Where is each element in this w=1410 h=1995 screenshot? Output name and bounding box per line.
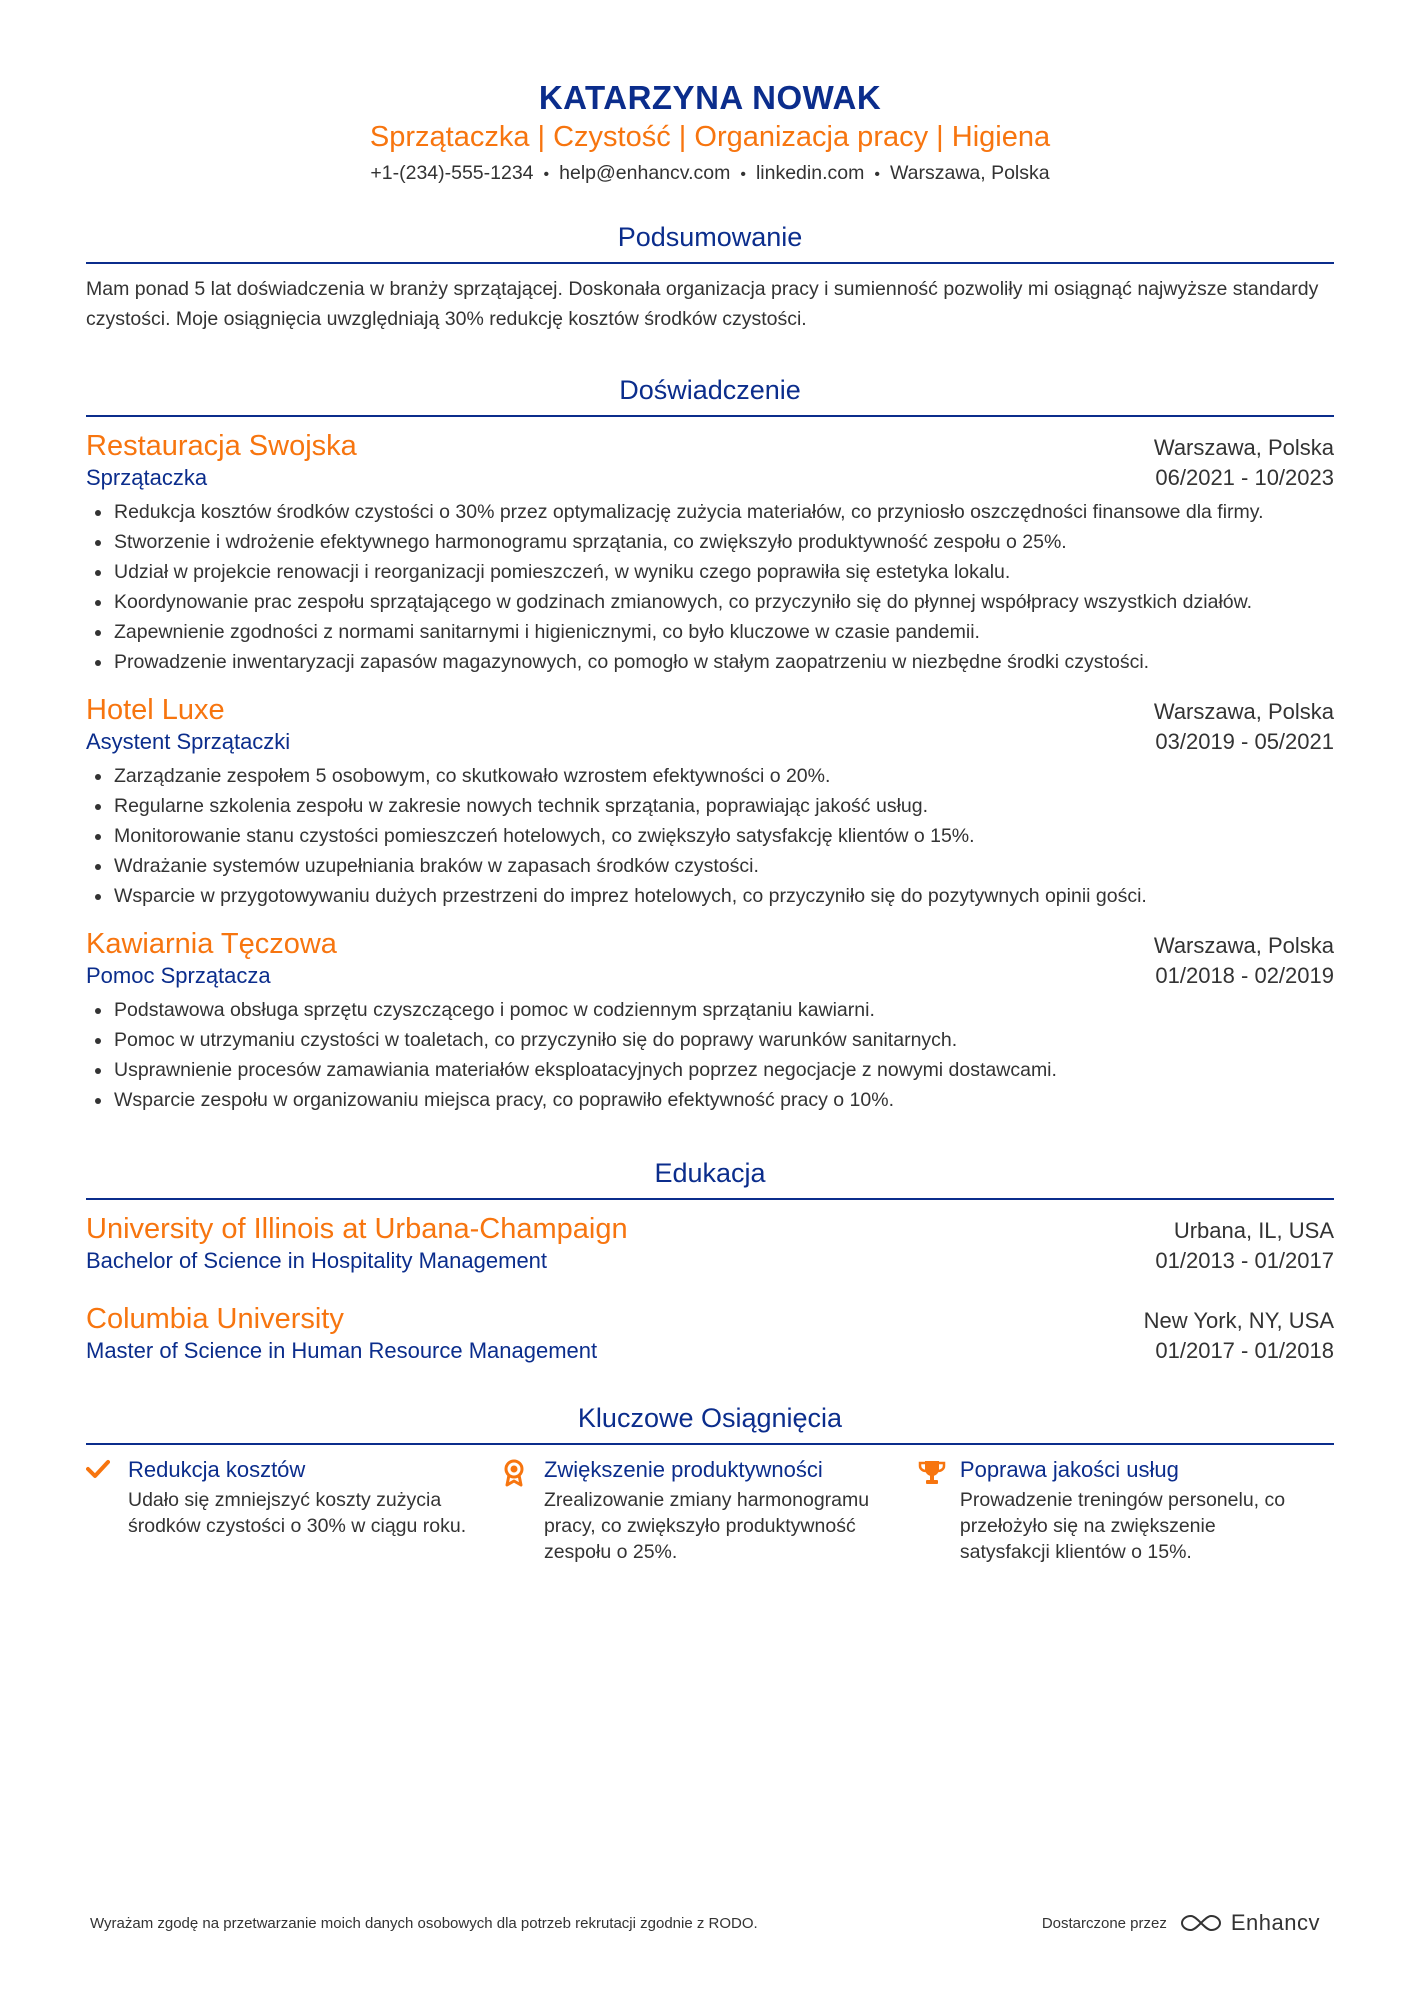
medal-icon xyxy=(502,1455,544,1565)
powered-by-label: Dostarczone przez xyxy=(1041,1914,1167,1932)
experience-entry xyxy=(86,925,1334,1115)
section-title: Edukacja xyxy=(86,1155,1334,1200)
list-item: Redukcja kosztów środków czystości o 30% przez optymalizację zużycia materiałów, co przyniosło oszczędności finansowe dla firmy. xyxy=(86,497,1334,527)
section-title: Kluczowe Osiągnięcia xyxy=(86,1400,1334,1445)
list-item: Regularne szkolenia zespołu w zakresie nowych technik sprzątania, poprawiając jakość usług. xyxy=(86,791,1334,821)
achievement-title: Poprawa jakości usług xyxy=(959,1457,1179,1482)
trophy-icon xyxy=(918,1455,960,1565)
linkedin: linkedin.com xyxy=(755,162,865,184)
summary-text: Mam ponad 5 lat doświadczenia w branży sprzątającej. Doskonała organizacja pracy i sumienność pozwoliły mi osiągnąć najwyższe standardy czystości. Moje osiągnięcia uwzględniają 30% redukcję kosztów środków czystości. xyxy=(86,278,1319,330)
list-item: Stworzenie i wdrożenie efektywnego harmonogramu sprzątania, co zwiększyło produktywność zespołu o 25%. xyxy=(86,527,1334,557)
school-location: Urbana, IL, USA xyxy=(1173,1218,1334,1243)
job-location: Warszawa, Polska xyxy=(1153,933,1334,958)
job-dates: 06/2021 - 10/2023 xyxy=(1155,465,1334,490)
list-item: Zarządzanie zespołem 5 osobowym, co skutkowało wzrostem efektywności o 20%. xyxy=(86,761,1334,791)
achievement-title: Zwiększenie produktywności xyxy=(543,1457,823,1482)
powered-by xyxy=(1042,1910,1320,1936)
section-title: Podsumowanie xyxy=(86,219,1334,264)
location: Warszawa, Polska xyxy=(889,162,1050,184)
achievements-grid xyxy=(86,1455,1334,1565)
experience-entry xyxy=(86,427,1334,677)
job-title: Sprzątaczka xyxy=(86,465,208,490)
experience-section xyxy=(86,372,1334,1115)
education-dates: 01/2017 - 01/2018 xyxy=(1155,1338,1334,1363)
list-item: Prowadzenie inwentaryzacji zapasów magazynowych, co pomogło w stałym zaopatrzeniu w niezbędne środki czystości. xyxy=(86,647,1334,677)
job-dates: 01/2018 - 02/2019 xyxy=(1155,963,1334,988)
achievement-item xyxy=(502,1455,918,1565)
email: help@enhancv.com xyxy=(559,162,731,184)
achievement-item xyxy=(918,1455,1334,1565)
achievements-section xyxy=(86,1400,1334,1565)
list-item: Wsparcie zespołu w organizowaniu miejsca pracy, co poprawiło efektywność pracy o 10%. xyxy=(86,1085,1334,1115)
list-item: Monitorowanie stanu czystości pomieszczeń hotelowych, co zwiększyło satysfakcję klientów o 15%. xyxy=(86,821,1334,851)
list-item: Pomoc w utrzymaniu czystości w toaletach, co przyczyniło się do poprawy warunków sanitarnych. xyxy=(86,1025,1334,1055)
job-title: Pomoc Sprzątacza xyxy=(86,963,271,988)
school-name: Columbia University xyxy=(86,1303,344,1335)
education-dates: 01/2013 - 01/2017 xyxy=(1155,1248,1334,1273)
gdpr-consent: Wyrażam zgodę na przetwarzanie moich danych osobowych dla potrzeb rekrutacji zgodnie z RODO. xyxy=(90,1914,758,1932)
list-item: Usprawnienie procesów zamawiania materiałów eksploatacyjnych poprzez negocjacje z nowymi dostawcami. xyxy=(86,1055,1334,1085)
section-title: Doświadczenie xyxy=(86,372,1334,417)
separator-dot: • xyxy=(874,166,880,183)
experience-entry xyxy=(86,691,1334,911)
school-name: University of Illinois at Urbana-Champaign xyxy=(86,1213,628,1245)
bullet-list xyxy=(86,761,1334,911)
list-item: Zapewnienie zgodności z normami sanitarnymi i higienicznymi, co było kluczowe w czasie pandemii. xyxy=(86,617,1334,647)
achievement-item xyxy=(86,1455,502,1565)
separator-dot: • xyxy=(740,166,746,183)
bullet-list xyxy=(86,995,1334,1115)
contact-line xyxy=(86,159,1334,189)
bullet-list xyxy=(86,497,1334,677)
job-location: Warszawa, Polska xyxy=(1153,699,1334,724)
summary-section xyxy=(86,219,1334,334)
enhancv-logo-icon xyxy=(1179,1912,1223,1934)
job-title: Asystent Sprzątaczki xyxy=(86,729,291,754)
school-location: New York, NY, USA xyxy=(1143,1308,1334,1333)
company-name: Restauracja Swojska xyxy=(86,430,357,462)
list-item: Udział w projekcie renowacji i reorganizacji pomieszczeń, w wyniku czego poprawiła się estetyka lokalu. xyxy=(86,557,1334,587)
company-name: Kawiarnia Tęczowa xyxy=(86,928,337,960)
enhancv-brand[interactable]: Enhancv xyxy=(1230,1910,1320,1935)
degree: Master of Science in Human Resource Management xyxy=(86,1338,598,1363)
achievement-description: Zrealizowanie zmiany harmonogramu pracy, co zwiększyło produktywność zespołu o 25%. xyxy=(543,1489,870,1563)
job-location: Warszawa, Polska xyxy=(1153,435,1334,460)
degree: Bachelor of Science in Hospitality Management xyxy=(86,1248,548,1273)
headline: Sprzątaczka | Czystość | Organizacja pracy | Higiena xyxy=(369,121,1051,153)
candidate-name: KATARZYNA NOWAK xyxy=(538,79,882,116)
list-item: Wdrażanie systemów uzupełniania braków w zapasach środków czystości. xyxy=(86,851,1334,881)
company-name: Hotel Luxe xyxy=(86,694,225,726)
achievement-description: Prowadzenie treningów personelu, co przełożyło się na zwiększenie satysfakcji klientów o 15%. xyxy=(959,1489,1286,1563)
education-entry xyxy=(86,1300,1334,1368)
page-footer xyxy=(90,1910,1320,1936)
list-item: Koordynowanie prac zespołu sprzątającego w godzinach zmianowych, co przyczyniło się do płynnej współpracy wszystkich działów. xyxy=(86,587,1334,617)
list-item: Podstawowa obsługa sprzętu czyszczącego i pomoc w codziennym sprzątaniu kawiarni. xyxy=(86,995,1334,1025)
phone: +1-(234)-555-1234 xyxy=(370,162,534,184)
achievement-title: Redukcja kosztów xyxy=(128,1457,306,1482)
list-item: Wsparcie w przygotowywaniu dużych przestrzeni do imprez hotelowych, co przyczyniło się do pozytywnych opinii gości. xyxy=(86,881,1334,911)
education-section xyxy=(86,1155,1334,1368)
separator-dot: • xyxy=(543,166,550,183)
education-entry xyxy=(86,1210,1334,1278)
resume-header xyxy=(86,78,1334,189)
checkmark-icon xyxy=(86,1455,128,1565)
resume-page xyxy=(86,78,1334,1565)
achievement-description: Udało się zmniejszyć koszty zużycia środków czystości o 30% w ciągu roku. xyxy=(128,1489,467,1537)
job-dates: 03/2019 - 05/2021 xyxy=(1155,729,1334,754)
